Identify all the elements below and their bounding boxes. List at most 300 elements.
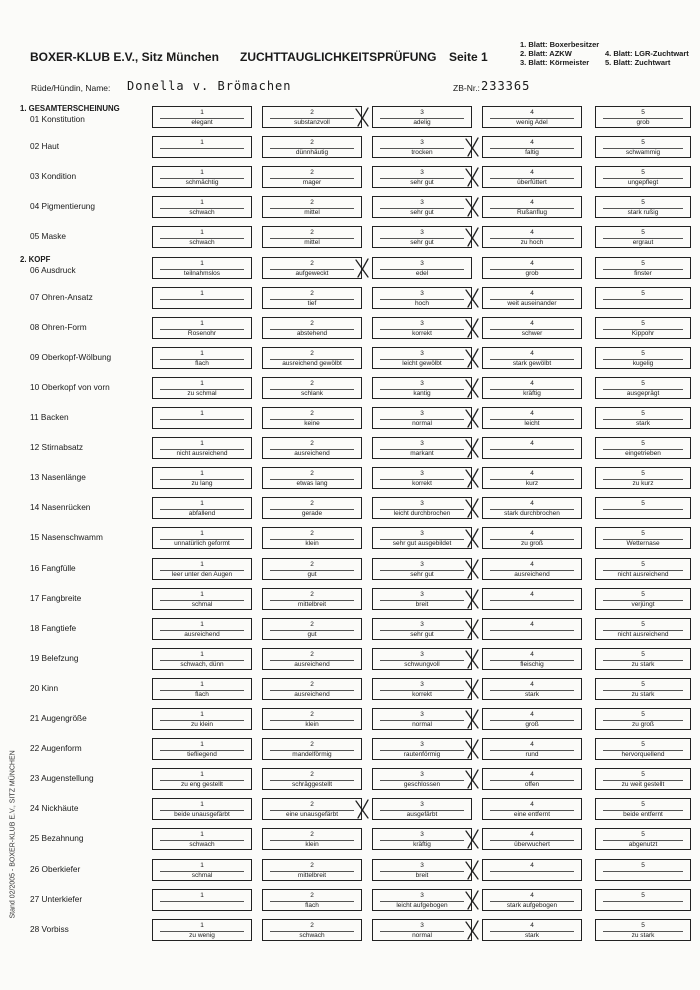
rating-cell-4[interactable] [482,347,582,369]
criterion-label: 12 Stirnabsatz [30,442,84,453]
rating-cell-1[interactable] [152,347,252,369]
rating-cell-3[interactable] [372,407,472,429]
rating-number: 4 [530,289,534,297]
cross-mark-icon [464,378,480,398]
rating-text: geschlossen [403,781,441,789]
rating-number: 4 [530,319,534,327]
rating-cell-5[interactable] [595,527,691,549]
rating-text: schmal [191,600,213,608]
rating-number: 1 [200,711,204,718]
rating-text: zu groß [520,540,544,548]
rating-cell-2[interactable] [262,377,362,399]
rating-cell-1[interactable] [152,317,252,339]
rating-cell-1[interactable] [152,618,252,640]
criterion-label: 06 Ausdruck [30,264,76,275]
criterion-label: 05 Maske [30,231,66,242]
rating-text: korrekt [412,690,432,698]
zb-number-label: ZB-Nr.: [453,83,480,93]
rating-text: schräggestellt [291,781,333,789]
rating-cell-2[interactable] [262,708,362,730]
rating-cell-4[interactable] [482,287,582,309]
rating-number: 3 [420,379,424,387]
dog-name-field[interactable]: Donella v. Brömachen [127,79,292,93]
rating-text: zu stark [631,690,655,698]
rating-cell-4[interactable] [482,919,582,941]
rating-number: 3 [420,801,424,809]
criterion-label: 03 Kondition [30,171,77,182]
rating-number: 1 [200,891,204,899]
rating-text: mittel [304,209,320,217]
rating-number: 2 [310,590,314,598]
rating-cell-3[interactable] [372,527,472,549]
rating-cell-3[interactable] [372,136,472,158]
rating-cell-4[interactable] [482,828,582,850]
rating-text: flach [195,690,209,698]
rating-cell-4[interactable] [482,889,582,911]
rating-cell-5[interactable] [595,407,691,429]
rating-text: zu groß [631,721,655,728]
rating-cell-1[interactable] [152,226,252,248]
rating-number: 1 [200,921,204,929]
rating-text: verjüngt [631,600,655,608]
rating-text: Rosenohr [187,329,217,337]
rating-cell-2[interactable] [262,859,362,881]
rating-cell-1[interactable] [152,919,252,941]
rating-cell-2[interactable] [262,226,362,248]
rating-cell-4[interactable] [482,377,582,399]
rating-cell-5[interactable] [595,317,691,339]
rating-number: 5 [641,379,645,387]
criterion-label: 09 Oberkopf-Wölbung [30,351,112,362]
rating-cell-5[interactable] [595,467,691,489]
rating-cell-5[interactable] [595,196,691,218]
cross-mark-icon [464,920,480,940]
cross-mark-icon [354,258,370,278]
rating-number: 4 [530,530,534,538]
rating-cell-1[interactable] [152,859,252,881]
rating-cell-2[interactable] [262,919,362,941]
rating-cell-3[interactable] [372,738,472,760]
rating-text: sehr gut [410,209,434,217]
rating-cell-3[interactable] [372,287,472,309]
rating-number: 5 [641,289,645,297]
rating-cell-3[interactable] [372,558,472,580]
rating-number: 5 [641,921,645,929]
rating-text: normal [412,931,432,939]
rating-cell-1[interactable] [152,828,252,850]
rating-cell-4[interactable] [482,588,582,610]
rating-cell-2[interactable] [262,347,362,369]
rating-cell-1[interactable] [152,738,252,760]
rating-text: Wetternase [626,540,660,548]
rating-cell-4[interactable] [482,859,582,881]
rating-cell-1[interactable] [152,648,252,670]
rating-cell-5[interactable] [595,106,691,128]
rating-cell-5[interactable] [595,166,691,188]
rating-cell-1[interactable] [152,527,252,549]
rating-cell-1[interactable] [152,678,252,700]
rating-cell-2[interactable] [262,317,362,339]
rating-number: 3 [420,109,424,116]
rating-cell-3[interactable] [372,467,472,489]
rating-text: dünnhäutig [295,149,329,157]
zb-number-field[interactable]: 233365 [481,79,531,93]
rating-cell-5[interactable] [595,618,691,640]
rating-text: abfallend [188,510,216,518]
rating-cell-4[interactable] [482,558,582,580]
rating-text: substanzvoll [294,119,330,126]
rating-number: 1 [200,289,204,297]
rating-cell-4[interactable] [482,136,582,158]
rating-cell-5[interactable] [595,136,691,158]
rating-number: 3 [420,680,424,688]
rating-cell-1[interactable] [152,467,252,489]
rating-number: 3 [420,470,424,478]
rating-cell-3[interactable] [372,437,472,459]
rating-cell-2[interactable] [262,527,362,549]
rating-text: ausreichend [294,450,330,458]
rating-cell-2[interactable] [262,618,362,640]
rating-cell-2[interactable] [262,166,362,188]
rating-text: stark aufgebogen [506,901,558,909]
rating-number: 3 [420,530,424,538]
rating-cell-3[interactable] [372,618,472,640]
rating-number: 4 [530,680,534,688]
rating-text: keine [304,420,320,427]
rating-text: kräftig [413,841,431,849]
rating-cell-5[interactable] [595,919,691,941]
rating-cell-3[interactable] [372,708,472,730]
rating-cell-5[interactable] [595,889,691,911]
criterion-label: 22 Augenform [30,743,82,754]
rating-cell-5[interactable] [595,678,691,700]
rating-number: 4 [530,590,534,598]
rating-cell-5[interactable] [595,588,691,610]
rating-number: 5 [641,410,645,417]
rating-number: 1 [200,771,204,779]
cross-mark-icon [464,137,480,157]
cross-mark-icon [464,197,480,217]
rating-cell-4[interactable] [482,798,582,820]
rating-number: 4 [530,440,534,448]
rating-text: hoch [414,299,430,307]
rating-cell-1[interactable] [152,196,252,218]
rating-text: finster [634,269,652,277]
rating-cell-2[interactable] [262,196,362,218]
rating-cell-3[interactable] [372,798,472,820]
cell-divider [603,509,683,510]
rating-cell-3[interactable] [372,828,472,850]
rating-number: 3 [420,319,424,327]
rating-text: überfüttert [517,179,547,187]
rating-number: 1 [200,530,204,538]
rating-number: 5 [641,199,645,207]
cross-mark-icon [464,227,480,247]
rating-number: 4 [530,109,534,116]
rating-cell-4[interactable] [482,196,582,218]
cross-mark-icon [464,890,480,910]
rating-number: 4 [530,741,534,749]
cross-mark-icon [464,438,480,458]
rating-cell-4[interactable] [482,317,582,339]
cross-mark-icon [464,318,480,338]
rating-text: mittelbreit [297,871,327,879]
club-name: BOXER-KLUB E.V., Sitz München [30,50,219,64]
rating-cell-4[interactable] [482,407,582,429]
rating-cell-1[interactable] [152,798,252,820]
rating-cell-5[interactable] [595,558,691,580]
rating-text: faltig [525,149,539,157]
rating-cell-5[interactable] [595,347,691,369]
rating-cell-5[interactable] [595,708,691,730]
rating-cell-5[interactable] [595,377,691,399]
rating-cell-2[interactable] [262,257,362,279]
rating-number: 1 [200,109,204,116]
rating-cell-2[interactable] [262,678,362,700]
rating-number: 4 [530,169,534,177]
rating-cell-2[interactable] [262,588,362,610]
rating-text: aufgeweckt [295,269,329,277]
rating-number: 1 [200,139,204,147]
rating-cell-4[interactable] [482,437,582,459]
rating-number: 1 [200,440,204,448]
rating-cell-5[interactable] [595,828,691,850]
rating-number: 5 [641,560,645,568]
rating-cell-2[interactable] [262,828,362,850]
rating-text: Kippohr [631,329,655,337]
rating-cell-5[interactable] [595,437,691,459]
rating-cell-2[interactable] [262,437,362,459]
rating-text: sehr gut [410,570,434,578]
rating-cell-2[interactable] [262,287,362,309]
rating-text: Rußanflug [517,209,547,217]
rating-cell-3[interactable] [372,257,472,279]
rating-number: 2 [310,319,314,327]
rating-cell-5[interactable] [595,226,691,248]
rating-cell-1[interactable] [152,768,252,790]
rating-number: 3 [420,259,424,267]
rating-cell-5[interactable] [595,798,691,820]
rating-text: flach [195,359,209,367]
rating-number: 3 [420,139,424,147]
rating-cell-1[interactable] [152,889,252,911]
rating-cell-1[interactable] [152,166,252,188]
rating-cell-1[interactable] [152,497,252,519]
rating-cell-4[interactable] [482,618,582,640]
rating-cell-1[interactable] [152,708,252,730]
rating-text: teilnahmslos [183,269,221,277]
rating-cell-1[interactable] [152,437,252,459]
rating-cell-3[interactable] [372,317,472,339]
rating-cell-4[interactable] [482,467,582,489]
rating-cell-1[interactable] [152,136,252,158]
rating-number: 5 [641,259,645,267]
rating-text: tief [307,299,317,307]
rating-cell-4[interactable] [482,166,582,188]
rating-cell-3[interactable] [372,497,472,519]
rating-cell-3[interactable] [372,166,472,188]
rating-number: 2 [310,711,314,718]
rating-number: 2 [310,560,314,568]
rating-number: 5 [641,139,645,147]
cross-mark-icon [464,528,480,548]
rating-cell-4[interactable] [482,708,582,730]
criterion-label: 15 Nasenschwamm [30,532,103,543]
criterion-label: 18 Fangtiefe [30,622,77,633]
rating-cell-4[interactable] [482,226,582,248]
rating-number: 3 [420,711,424,718]
rating-number: 5 [641,741,645,749]
rating-cell-1[interactable] [152,287,252,309]
rating-cell-3[interactable] [372,226,472,248]
rating-cell-5[interactable] [595,768,691,790]
rating-cell-4[interactable] [482,678,582,700]
cell-divider [603,299,683,300]
rating-cell-3[interactable] [372,859,472,881]
rating-number: 2 [310,440,314,448]
rating-cell-3[interactable] [372,588,472,610]
rating-text: zu schmal [187,389,217,397]
rating-cell-3[interactable] [372,768,472,790]
rating-text: nicht ausreichend [176,450,228,458]
rating-cell-5[interactable] [595,287,691,309]
rating-number: 3 [420,831,424,839]
rating-text: kurz [525,480,539,488]
footer-side-text: Stand 02/2005 - BOXER-KLUB E.V., SITZ MÜNCHEN [9,750,17,919]
rating-cell-2[interactable] [262,467,362,489]
rating-number: 5 [641,801,645,809]
rating-cell-2[interactable] [262,648,362,670]
cross-mark-icon [464,739,480,759]
rating-number: 4 [530,620,534,628]
rating-number: 2 [310,680,314,688]
rating-text: schwach [189,239,215,247]
rating-text: ausreichend [514,570,550,578]
rating-cell-5[interactable] [595,257,691,279]
rating-cell-2[interactable] [262,136,362,158]
cross-mark-icon [464,679,480,699]
rating-number: 3 [420,440,424,448]
rating-text: edel [415,269,429,277]
rating-cell-3[interactable] [372,377,472,399]
section-title: 2. KOPF [20,254,51,264]
rating-cell-1[interactable] [152,377,252,399]
rating-number: 5 [641,590,645,598]
rating-text: rautenförmig [403,751,441,759]
rating-cell-4[interactable] [482,768,582,790]
cell-divider [603,871,683,872]
rating-cell-1[interactable] [152,558,252,580]
criterion-label: 13 Nasenlänge [30,472,86,483]
rating-number: 2 [310,410,314,417]
rating-cell-4[interactable] [482,738,582,760]
rating-number: 3 [420,229,424,237]
rating-cell-4[interactable] [482,257,582,279]
rating-number: 4 [530,891,534,899]
rating-text: leicht durchbrochen [393,510,451,518]
rating-cell-4[interactable] [482,648,582,670]
criterion-label: 08 Ohren-Form [30,321,87,332]
rating-cell-5[interactable] [595,648,691,670]
rating-number: 1 [200,680,204,688]
rating-number: 3 [420,620,424,628]
rating-text: weit auseinander [507,299,557,307]
rating-number: 2 [310,379,314,387]
rating-text: trocken [411,149,433,157]
rating-cell-2[interactable] [262,407,362,429]
rating-text: eingetrieben [625,450,661,458]
rating-cell-2[interactable] [262,497,362,519]
rating-text: stark [524,931,540,939]
rating-number: 5 [641,169,645,177]
rating-cell-2[interactable] [262,889,362,911]
rating-cell-3[interactable] [372,347,472,369]
rating-cell-3[interactable] [372,648,472,670]
rating-text: adelig [413,119,431,126]
rating-cell-3[interactable] [372,678,472,700]
rating-text: zu stark [631,660,655,668]
rating-text: ausreichend [294,660,330,668]
rating-cell-2[interactable] [262,738,362,760]
rating-number: 4 [530,921,534,929]
rating-number: 5 [641,319,645,327]
rating-number: 2 [310,741,314,749]
rating-cell-4[interactable] [482,527,582,549]
blatt-item: 2. Blatt: AZKW [520,49,572,58]
rating-cell-3[interactable] [372,919,472,941]
rating-number: 5 [641,650,645,658]
rating-cell-1[interactable] [152,257,252,279]
rating-number: 5 [641,440,645,448]
rating-cell-2[interactable] [262,798,362,820]
rating-text: tiefliegend [187,751,217,759]
rating-number: 4 [530,560,534,568]
rating-cell-4[interactable] [482,497,582,519]
rating-text: mager [302,179,322,187]
rating-cell-1[interactable] [152,588,252,610]
rating-cell-2[interactable] [262,106,362,128]
rating-text: eine unausgefärbt [285,811,339,819]
rating-text: nicht ausreichend [617,570,669,578]
rating-cell-3[interactable] [372,106,472,128]
cross-mark-icon [464,288,480,308]
form-title: ZUCHTTAUGLICHKEITSPRÜFUNG [240,50,437,64]
cross-mark-icon [464,559,480,579]
rating-cell-3[interactable] [372,196,472,218]
rating-number: 1 [200,470,204,478]
rating-cell-5[interactable] [595,859,691,881]
rating-cell-2[interactable] [262,768,362,790]
rating-text: schlank [300,389,324,397]
rating-number: 2 [310,470,314,478]
rating-cell-2[interactable] [262,558,362,580]
rating-cell-1[interactable] [152,106,252,128]
rating-cell-1[interactable] [152,407,252,429]
rating-cell-3[interactable] [372,889,472,911]
rating-cell-5[interactable] [595,738,691,760]
rating-cell-4[interactable] [482,106,582,128]
criterion-label: 07 Ohren-Ansatz [30,291,93,302]
rating-text: zu hoch [520,239,544,247]
criterion-label: 23 Augenstellung [30,773,94,784]
rating-text: leicht aufgebogen [396,901,448,909]
rating-cell-5[interactable] [595,497,691,519]
rating-number: 1 [200,379,204,387]
rating-number: 4 [530,650,534,658]
criterion-label: 01 Konstitution [30,114,85,124]
rating-number: 3 [420,500,424,508]
rating-text: mittel [304,239,320,247]
